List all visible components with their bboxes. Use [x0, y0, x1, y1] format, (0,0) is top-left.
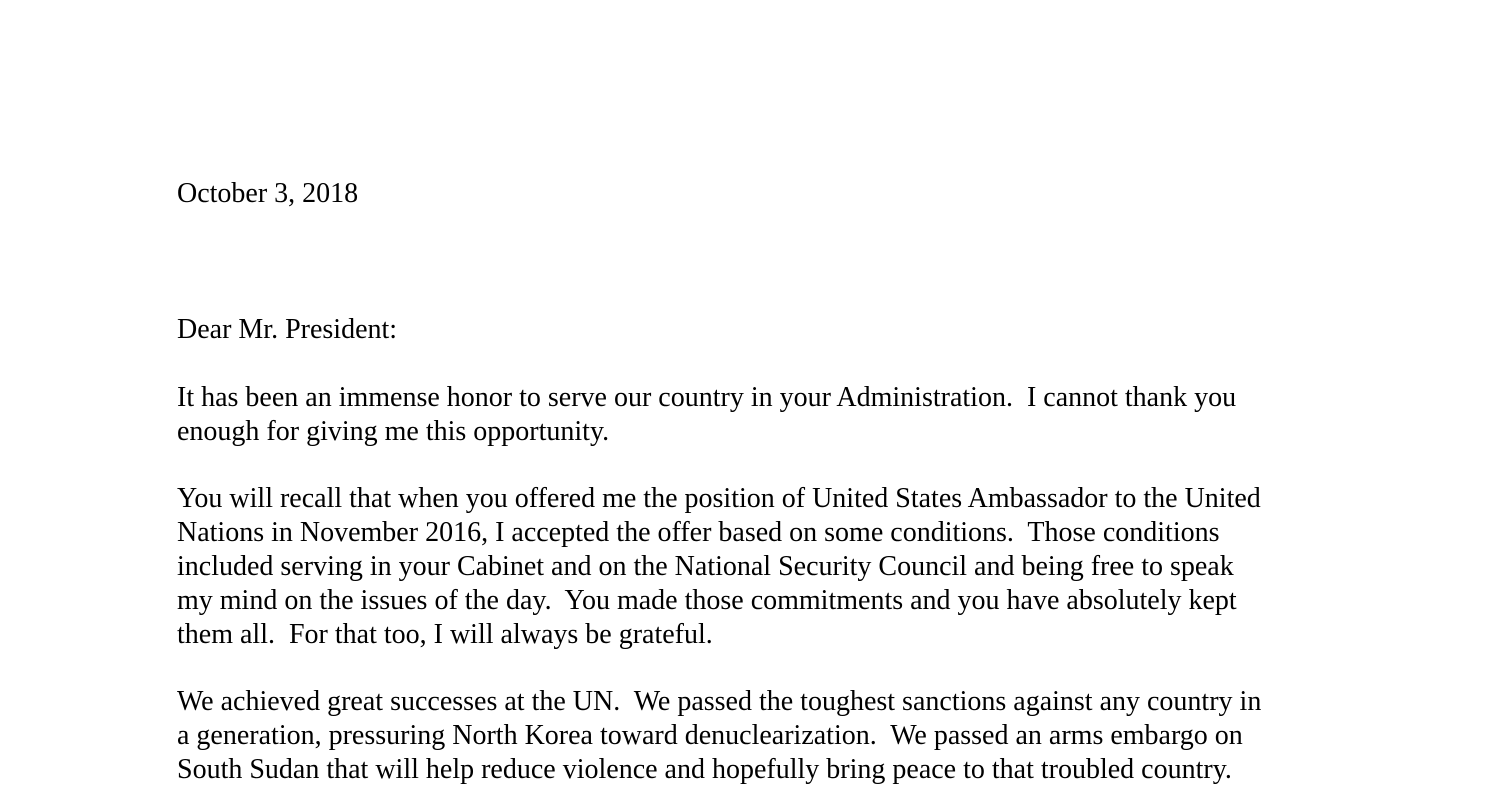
paragraph-line: Nations in November 2016, I accepted the offer based on some conditions. Those conditions	[177, 517, 1220, 548]
paragraph-line: South Sudan that will help reduce violence and hopefully bring peace to that troubled country.	[177, 754, 1232, 785]
letter-salutation: Dear Mr. President:	[177, 314, 398, 345]
paragraph-line: my mind on the issues of the day. You made those commitments and you have absolutely kept	[177, 585, 1237, 616]
paragraph-line: a generation, pressuring North Korea toward denuclearization. We passed an arms embargo on	[177, 720, 1243, 751]
paragraph-line: You will recall that when you offered me the position of United States Ambassador to the United	[177, 483, 1261, 514]
letter-date: October 3, 2018	[177, 178, 359, 209]
paragraph-line: It has been an immense honor to serve our country in your Administration. I cannot thank you	[177, 382, 1237, 413]
paragraph-line: enough for giving me this opportunity.	[177, 416, 610, 447]
paragraph-line: them all. For that too, I will always be grateful.	[177, 619, 713, 650]
paragraph-line: We achieved great successes at the UN. We passed the toughest sanctions against any country in	[177, 686, 1262, 717]
paragraph-line: included serving in your Cabinet and on the National Security Council and being free to speak	[177, 551, 1234, 582]
